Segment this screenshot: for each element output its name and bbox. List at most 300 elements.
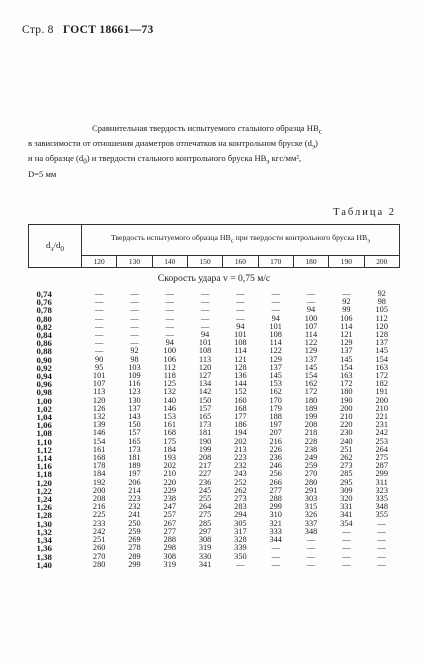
hardness-cell: 112 [163,362,176,372]
hardness-cell: 177 [234,412,247,422]
ratio-cell: 1,18 [36,469,52,480]
group-header-sub2: э [367,237,370,245]
hardness-cell: — [130,297,139,307]
hardness-cell: 103 [128,362,141,372]
ratio-cell: 0,98 [36,387,52,398]
ratio-cell: 0,80 [36,313,52,324]
hardness-cell: 154 [92,436,106,446]
hardness-cell: 278 [128,543,141,553]
hardness-cell: 94 [271,313,280,323]
ratio-cell: 1,22 [36,485,52,496]
hardness-cell: 120 [92,395,106,405]
hardness-cell: 270 [92,551,106,561]
caption-line-2-text: в зависимости от отношения диаметров отпечатков на контрольном бруске (d [28,138,312,149]
hardness-cell: 145 [340,354,353,364]
hardness-cell: 157 [198,403,212,413]
hardness-cell: 113 [93,387,106,397]
hardness-cell: 246 [269,461,282,471]
hardness-cell: 175 [163,436,176,446]
hardness-cell: 275 [375,453,388,463]
standard-number: ГОСТ 18661—73 [62,24,154,36]
hardness-cell: 328 [234,535,247,545]
hardness-cell: 114 [304,330,318,340]
hardness-cell: — [95,346,104,356]
hardness-cell: — [236,289,245,298]
ratio-cell: 0,90 [36,354,52,365]
hardness-cell: 207 [269,428,282,438]
hardness-cell: — [271,289,280,298]
hardness-cell: 238 [304,444,318,454]
hardness-cell: 94 [165,338,174,348]
hardness-cell: 217 [198,461,212,471]
hardness-cell: 160 [234,395,247,405]
hardness-cell: 189 [128,461,141,471]
speed-label: Скорость удара v = 0,75 м/с [157,272,271,284]
hardness-cell: 350 [234,551,247,561]
hardness-cell: 168 [163,428,176,438]
hardness-cell: 337 [304,518,318,528]
hardness-cell: 223 [234,453,247,463]
hardness-cell: 280 [304,477,318,487]
hardness-cell: 344 [269,535,282,545]
hardness-cell: 182 [375,379,388,389]
hardness-cell: — [377,559,386,569]
caption-line-1 [28,123,408,138]
column-header: 150 [187,256,222,268]
hardness-cell: 260 [92,543,106,553]
hardness-cell: 277 [269,485,282,495]
page-number: Стр. 8 [22,24,54,36]
hardness-cell: 230 [340,428,353,438]
hardness-cell: 129 [269,354,282,364]
hardness-cell: — [271,305,280,315]
hardness-cell: 145 [375,346,388,356]
hardness-cell: — [306,535,316,545]
ratio-cell: 1,08 [36,428,52,439]
hardness-cell: 240 [340,436,353,446]
hardness-cell: 218 [304,428,318,438]
hardness-cell: 200 [340,403,353,413]
header-row-columns [29,256,400,268]
hardness-cell: 305 [234,518,247,528]
hardness-cell: 137 [304,354,318,364]
hardness-cell: 197 [269,420,282,430]
hardness-cell: — [130,305,139,315]
hardness-cell: 120 [375,321,388,331]
hardness-cell: 145 [304,362,318,372]
hardness-cell: 220 [163,477,176,487]
hardness-cell: 321 [269,518,282,528]
hardness-cell: 297 [198,526,212,536]
hardness-cell: 181 [128,453,141,463]
hardness-cell: — [342,543,351,553]
hardness-cell: — [200,305,210,315]
hardness-cell: 192 [92,477,106,487]
hardness-cell: 262 [340,453,353,463]
hardness-cell: — [200,321,210,331]
hardness-cell: — [342,526,351,536]
caption-line-4 [28,169,408,181]
caption-line-3-sub2: э [266,158,270,167]
hardness-cell: 170 [269,395,282,405]
hardness-cell: 233 [92,518,106,528]
hardness-cell: 101 [198,338,212,348]
hardness-cell: — [130,330,139,340]
hardness-cell: 285 [340,469,353,479]
ratio-cell: 0,78 [36,305,52,316]
hardness-cell: 137 [128,403,141,413]
hardness-cell: 130 [128,395,141,405]
hardness-cell: 303 [304,494,318,504]
hardness-cell: 250 [128,518,141,528]
hardness-cell: 308 [198,535,212,545]
hardness-cell: 216 [269,436,282,446]
hardness-cell: 264 [375,444,388,454]
hardness-cell: 226 [269,444,282,454]
ratio-cell: 1,12 [36,444,52,455]
hardness-cell: 355 [375,510,388,520]
hardness-cell: 153 [269,379,282,389]
hardness-cell: 199 [304,412,318,422]
hardness-cell: 100 [163,346,176,356]
hardness-cell: 122 [269,346,282,356]
group-header-text: Твердость испытуемого образца HB [111,233,231,243]
hardness-cell: — [271,559,280,569]
hardness-cell: 101 [269,321,282,331]
hardness-cell: 319 [198,543,212,553]
hardness-cell: — [165,297,174,307]
hardness-cell: — [377,551,386,561]
hardness-cell: 190 [198,436,212,446]
hardness-cell: 121 [340,330,353,340]
hardness-cell: 253 [375,436,388,446]
hardness-cell: 208 [198,453,212,463]
hardness-cell: 101 [92,371,106,381]
column-header: 180 [293,256,328,268]
hardness-cell: 189 [304,403,318,413]
column-header: 190 [329,256,364,268]
hardness-cell: 126 [92,403,106,413]
hardness-cell: 137 [340,346,353,356]
column-header: 140 [152,256,187,268]
hardness-cell: — [165,321,174,331]
column-header: 120 [82,256,117,268]
hardness-cell: — [165,305,174,315]
hardness-cell: 120 [198,362,212,372]
hardness-cell: 310 [269,510,282,520]
hardness-cell: 299 [128,559,141,569]
column-header: 160 [223,256,258,268]
caption-line-3-text: и на образце (d [28,153,84,164]
hardness-cell: 118 [163,371,176,381]
hardness-cell: 308 [163,551,176,561]
group-header-mid: при твердости контрольного бруска HB [233,233,368,243]
caption-line-2-sub: э [311,142,316,151]
hardness-cell: — [377,535,386,545]
hardness-cell: 323 [375,485,388,495]
table-body [29,268,400,569]
caption-line-2 [28,138,408,153]
hardness-cell: — [236,305,245,315]
ratio-cell: 0,86 [36,338,52,349]
hardness-cell: 154 [340,362,353,372]
hardness-cell: — [306,289,316,298]
hardness-cell: 256 [269,469,282,479]
hardness-cell: 210 [340,412,353,422]
hardness-cell: 229 [163,485,176,495]
hardness-cell: 162 [304,379,318,389]
ratio-cell: 1,32 [36,526,52,537]
hardness-cell: 173 [128,444,141,454]
ratio-cell: 1,24 [36,494,52,505]
hardness-cell: 154 [304,371,318,381]
hardness-cell: 270 [304,469,318,479]
speed-row [29,268,400,291]
hardness-cell: 121 [234,354,247,364]
hardness-cell: 139 [92,420,106,430]
hardness-cell: 113 [199,354,212,364]
hardness-cell: 309 [340,485,353,495]
hardness-cell: 184 [163,444,176,454]
hardness-cell: 267 [163,518,176,528]
hardness-cell: 202 [234,436,247,446]
hardness-cell: 289 [128,551,141,561]
hardness-cell: 134 [198,379,212,389]
hardness-cell: 105 [375,305,388,315]
hardness-cell: — [95,330,104,340]
hardness-cell: 326 [304,510,318,520]
ratio-cell: 1,00 [36,395,52,406]
hardness-cell: 231 [375,420,388,430]
hardness-cell: 108 [269,330,282,340]
hardness-cell: 163 [340,371,353,381]
hardness-cell: — [306,543,316,553]
ratio-header-sub2: 0 [60,243,65,253]
hardness-cell: 249 [304,453,318,463]
hardness-cell: 122 [304,338,318,348]
hardness-cell: — [200,289,210,298]
hardness-cell: 242 [375,428,388,438]
hardness-cell: 112 [375,313,388,323]
table-head [29,225,400,268]
hardness-cell: 90 [95,354,104,364]
hardness-cell: 259 [304,461,318,471]
hardness-cell: 200 [375,395,388,405]
ratio-cell: 0,94 [36,371,52,382]
hardness-cell: 262 [234,485,247,495]
hardness-cell: 295 [340,477,353,487]
hardness-cell: 178 [92,461,106,471]
hardness-cell: 128 [234,362,247,372]
hardness-cell: 190 [340,395,353,405]
hardness-cell: 129 [304,346,318,356]
hardness-cell: 294 [234,510,247,520]
hardness-cell: 146 [163,403,176,413]
hardness-cell: 266 [269,477,282,487]
hardness-cell: 247 [163,502,176,512]
hardness-cell: 193 [163,453,176,463]
hardness-cell: 200 [92,485,106,495]
hardness-cell: 221 [375,412,388,422]
hardness-cell: 145 [269,371,282,381]
hardness-cell: 161 [92,444,106,454]
hardness-cell: — [271,551,280,561]
hardness-cell: 101 [234,330,247,340]
hardness-cell: — [95,338,104,348]
hardness-cell: 129 [340,338,353,348]
hardness-cell: — [130,321,139,331]
hardness-cell: 228 [304,436,318,446]
hardness-cell: 199 [198,444,212,454]
hardness-cell: 197 [128,469,141,479]
hardness-cell: — [130,313,139,323]
hardness-cell: 186 [234,420,247,430]
hardness-cell: — [377,543,386,553]
table-caption [28,123,408,180]
hardness-cell: — [236,297,245,307]
caption-line-4-text: D=5 мм [28,168,57,179]
hardness-cell: 181 [198,428,212,438]
ratio-cell: 1,06 [36,420,52,431]
hardness-cell: 153 [163,412,176,422]
ratio-cell: 1,16 [36,461,52,472]
hardness-cell: 108 [234,338,247,348]
hardness-cell: 280 [92,559,106,569]
hardness-cell: 208 [92,494,106,504]
group-column-header [82,225,400,256]
hardness-cell: 269 [128,535,141,545]
hardness-cell: 92 [130,346,139,356]
hardness-cell: 143 [128,412,141,422]
ratio-cell: 0,74 [36,289,52,299]
hardness-cell: 137 [375,338,388,348]
hardness-cell: 214 [128,485,141,495]
hardness-cell: 114 [340,321,353,331]
hardness-cell: 95 [95,362,104,372]
hardness-cell: 311 [375,477,388,487]
ratio-cell: 1,04 [36,412,52,423]
ratio-cell: 1,10 [36,436,52,447]
hardness-cell: — [95,297,104,307]
hardness-cell: 348 [375,502,388,512]
hardness-cell: 216 [92,502,106,512]
table-title: Таблица 2 [333,207,396,218]
hardness-cell: 245 [198,485,212,495]
hardness-cell: 315 [304,502,318,512]
hardness-cell: 291 [304,485,318,495]
hardness-cell: — [95,313,104,323]
ratio-header-d: d [45,239,51,250]
hardness-cell: — [200,297,210,307]
hardness-cell: 172 [375,371,388,381]
hardness-cell: 114 [234,346,247,356]
caption-line-1-sub: с [318,127,322,136]
header-row-top [29,225,400,256]
hardness-cell: 236 [269,453,282,463]
hardness-cell: 243 [234,469,247,479]
hardness-cell: 168 [234,403,247,413]
hardness-cell: 168 [92,453,106,463]
hardness-cell: 172 [304,387,318,397]
ratio-column-header [29,225,82,268]
hardness-cell: 194 [234,428,247,438]
hardness-cell: 161 [163,420,176,430]
hardness-cell: 132 [92,412,106,422]
column-header: 130 [117,256,152,268]
hardness-cell: 109 [128,371,141,381]
hardness-cell: 330 [198,551,212,561]
hardness-cell: 299 [269,502,282,512]
hardness-cell: 331 [340,502,353,512]
hardness-cell: — [306,297,316,307]
hardness-cell: 232 [234,461,247,471]
ratio-cell: 1,20 [36,477,52,488]
hardness-cell: — [236,559,245,569]
hardness-cell: — [130,289,139,298]
hardness-cell: 150 [128,420,141,430]
ratio-cell: 1,36 [36,543,52,554]
hardness-cell: 165 [198,412,212,422]
hardness-cell: 241 [128,510,141,520]
hardness-cell: 320 [340,494,353,504]
hardness-cell: 210 [375,403,388,413]
hardness-cell: 94 [200,330,210,340]
ratio-cell: 1,38 [36,551,52,562]
ratio-cell: 0,92 [36,362,52,373]
hardness-cell: 288 [163,535,176,545]
hardness-cell: — [95,321,104,331]
hardness-cell: 238 [163,494,176,504]
hardness-cell: — [377,526,386,536]
hardness-cell: — [200,313,210,323]
hardness-cell: 173 [198,420,212,430]
hardness-cell: 127 [198,371,212,381]
hardness-cell: 125 [163,379,176,389]
hardness-cell: 242 [92,526,106,536]
hardness-cell: 150 [198,395,212,405]
hardness-cell: — [342,289,351,298]
hardness-cell: 100 [304,313,318,323]
hardness-cell: 128 [375,330,388,340]
hardness-cell: 188 [269,412,282,422]
hardness-cell: 94 [236,321,245,331]
hardness-cell: 179 [269,403,282,413]
hardness-cell: 152 [234,387,247,397]
hardness-cell: — [306,551,316,561]
ratio-cell: 0,82 [36,321,52,332]
hardness-cell: 288 [269,494,282,504]
ratio-cell: 0,76 [36,297,52,308]
ratio-cell: 0,96 [36,379,52,390]
hardness-cell: 107 [304,321,318,331]
ratio-cell: 1,34 [36,535,52,546]
caption-line-3-mid: ) и твердости стального контрольного бруска HB [86,153,267,164]
page-header [22,24,154,36]
column-header: 200 [364,256,400,268]
hardness-cell: 98 [377,297,386,307]
hardness-cell: 354 [340,518,353,528]
hardness-cell: 220 [340,420,353,430]
hardness-cell: 252 [234,477,247,487]
hardness-cell: 273 [234,494,247,504]
ratio-header-sep: /d [53,239,61,250]
hardness-cell: 223 [128,494,141,504]
hardness-cell: 257 [163,510,176,520]
hardness-cell: — [271,543,280,553]
hardness-cell: 146 [92,428,106,438]
hardness-cell: 255 [198,494,212,504]
hardness-cell: 299 [375,469,388,479]
